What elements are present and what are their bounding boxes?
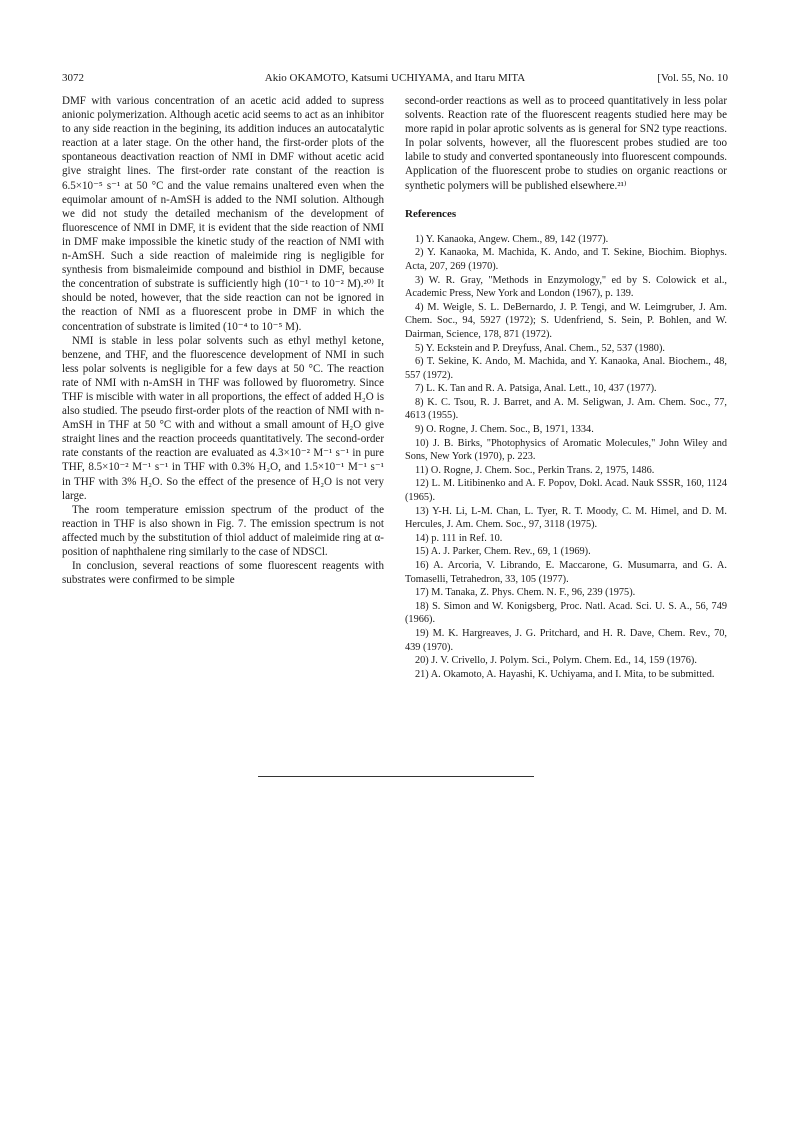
running-header <box>62 72 728 88</box>
reference-item: 5) Y. Eckstein and P. Dreyfuss, Anal. Chem., 52, 537 (1980). <box>415 342 665 354</box>
reference-item: 11) O. Rogne, J. Chem. Soc., Perkin Trans. 2, 1975, 1486. <box>415 464 655 476</box>
left-column <box>62 94 384 587</box>
body-paragraph-3: The room temperature emission spectrum of the product of the reaction in THF is also shown in Fig. 7. The emission spectrum is not affected much by the substitution of thiol adduct of maleimide ring at α-position of naphthalene ring similarly to the case of NDSCl. <box>62 503 384 558</box>
reference-item: 4) M. Weigle, S. L. DeBernardo, J. P. Tengi, and W. Leimgruber, J. Am. Chem. Soc., 94, 5927 (1972); S. Udenfriend, S. Sein, P. Bohlen, and W. Dairman, Science, 178, 871 (1972). <box>405 301 727 340</box>
reference-item: 13) Y-H. Li, L-M. Chan, L. Tyer, R. T. Moody, C. M. Himel, and D. M. Hercules, J. Am. Chem. Soc., 97, 3118 (1975). <box>405 505 727 531</box>
reference-item: 16) A. Arcoria, V. Librando, E. Maccarone, G. Musumarra, and G. A. Tomaselli, Tetrahedron, 33, 105 (1977). <box>405 560 727 585</box>
body-paragraph-1: DMF with various concentration of an acetic acid added to supress anionic polymerization. Although acetic acid seems to act as an inhibitor to any side reaction in the begining, its addition induces an autocatalytic reaction at a later stage. On the other hand, the first-order plots of the spontaneous deactivation reaction of NMI in DMF without acetic acid give straight lines. The first-order rate constant of the reaction is 6.5×10⁻⁵ s⁻¹ at 50 °C and the value remains unaltered even when the equimolar amount of n-AmSH is added to the NMI solution. Although we did not study the detailed mechanism of the development of fluorescence of NMI in DMF, it is evident that the side reaction of NMI in DMF make impossible the kinetic study of the reaction of NMI with n-AmSH. Such a side reaction of maleimide ring is negligible for synthesis from bismaleimide compound and bisthiol in DMF, because the concentration of substrate is sufficiently high (10⁻¹ to 10⁻² M).²⁰⁾ It should be noted, however, that the side reaction can not be ignored in the reaction of NMI as a fluorescent probe in DMF in which the concentration of substrate is limited (10⁻⁴ to 10⁻⁵ M). <box>62 95 384 333</box>
reference-item: 18) S. Simon and W. Konigsberg, Proc. Natl. Acad. Sci. U. S. A., 56, 749 (1966). <box>405 600 727 626</box>
reference-item: 9) O. Rogne, J. Chem. Soc., B, 1971, 1334. <box>415 424 594 436</box>
reference-item: 8) K. C. Tsou, R. J. Barret, and A. M. Seligwan, J. Am. Chem. Soc., 77, 4613 (1955). <box>405 396 727 422</box>
end-rule <box>258 776 534 777</box>
body-paragraph-5: second-order reactions as well as to proceed quantitatively in less polar solvents. Reaction rate of the fluorescent reagents studied here may be more rapid in polar aprotic solvents as is general for SN2 type reactions. In polar solvents, however, all the fluorescent probes studied are too labile to study and converted spontaneously into fluorescent compounds. Application of the fluorescent probe to studies on organic reactions or synthetic polymers will be published elsewhere.²¹⁾ <box>405 95 727 192</box>
body-paragraph-2: NMI is stable in less polar solvents such as ethyl methyl ketone, benzene, and THF, and the fluorescence development of NMI in such less polar solvents is negligible for a few days at 50 °C. The reaction rate of NMI with n-AmSH in THF was followed by fluorometry. Since THF is miscible with water in all proportions, the effect of added H₂O is also studied. The pseudo first-order plots of the reaction of NMI with n-AmSH in THF at 50 °C with and without a small amount of H₂O give straight lines and the reaction proceeds quantitatively. The second-order rate constants of the reaction are evaluated as 4.3×10⁻² M⁻¹ s⁻¹ in pure THF, 8.5×10⁻² M⁻¹ s⁻¹ in THF with 0.3% H₂O, and 1.5×10⁻¹ M⁻¹ s⁻¹ in THF with 3% H₂O. So the effect of the presence of H₂O is not very large. <box>62 334 384 502</box>
page-number: 3072 <box>62 72 84 84</box>
reference-item: 6) T. Sekine, K. Ando, M. Machida, and Y. Kanaoka, Anal. Biochem., 48, 557 (1972). <box>405 356 727 381</box>
right-column <box>405 94 727 681</box>
body-paragraph-4: In conclusion, several reactions of some fluorescent reagents with substrates were confirmed to be simple <box>62 560 384 587</box>
reference-item: 19) M. K. Hargreaves, J. G. Pritchard, and H. R. Dave, Chem. Rev., 70, 439 (1970). <box>405 627 727 653</box>
references-heading: References <box>405 207 457 220</box>
reference-item: 17) M. Tanaka, Z. Phys. Chem. N. F., 96, 239 (1975). <box>415 587 636 599</box>
reference-item: 2) Y. Kanaoka, M. Machida, K. Ando, and T. Sekine, Biochim. Biophys. Acta, 207, 269 (1970). <box>405 247 727 272</box>
running-authors: Akio OKAMOTO, Katsumi UCHIYAMA, and Itaru MITA <box>264 72 526 84</box>
reference-item: 1) Y. Kanaoka, Angew. Chem., 89, 142 (1977). <box>415 233 609 245</box>
reference-item: 20) J. V. Crivello, J. Polym. Sci., Polym. Chem. Ed., 14, 159 (1976). <box>415 655 697 667</box>
reference-list <box>405 233 727 682</box>
reference-item: 12) L. M. Litibinenko and A. F. Popov, Dokl. Acad. Nauk SSSR, 160, 1124 (1965). <box>405 478 727 504</box>
reference-item: 15) A. J. Parker, Chem. Rev., 69, 1 (1969). <box>415 546 591 558</box>
reference-item: 10) J. B. Birks, "Photophysics of Aromatic Molecules," John Wiley and Sons, New York (1970), p. 223. <box>405 437 727 463</box>
volume-info: [Vol. 55, No. 10 <box>657 72 728 84</box>
reference-item: 14) p. 111 in Ref. 10. <box>415 532 503 544</box>
reference-item: 21) A. Okamoto, A. Hayashi, K. Uchiyama, and I. Mita, to be submitted. <box>415 668 715 680</box>
reference-item: 3) W. R. Gray, "Methods in Enzymology," ed by S. Colowick et al., Academic Press, New York and London (1967), p. 139. <box>405 274 727 300</box>
reference-item: 7) L. K. Tan and R. A. Patsiga, Anal. Lett., 10, 437 (1977). <box>415 383 657 395</box>
